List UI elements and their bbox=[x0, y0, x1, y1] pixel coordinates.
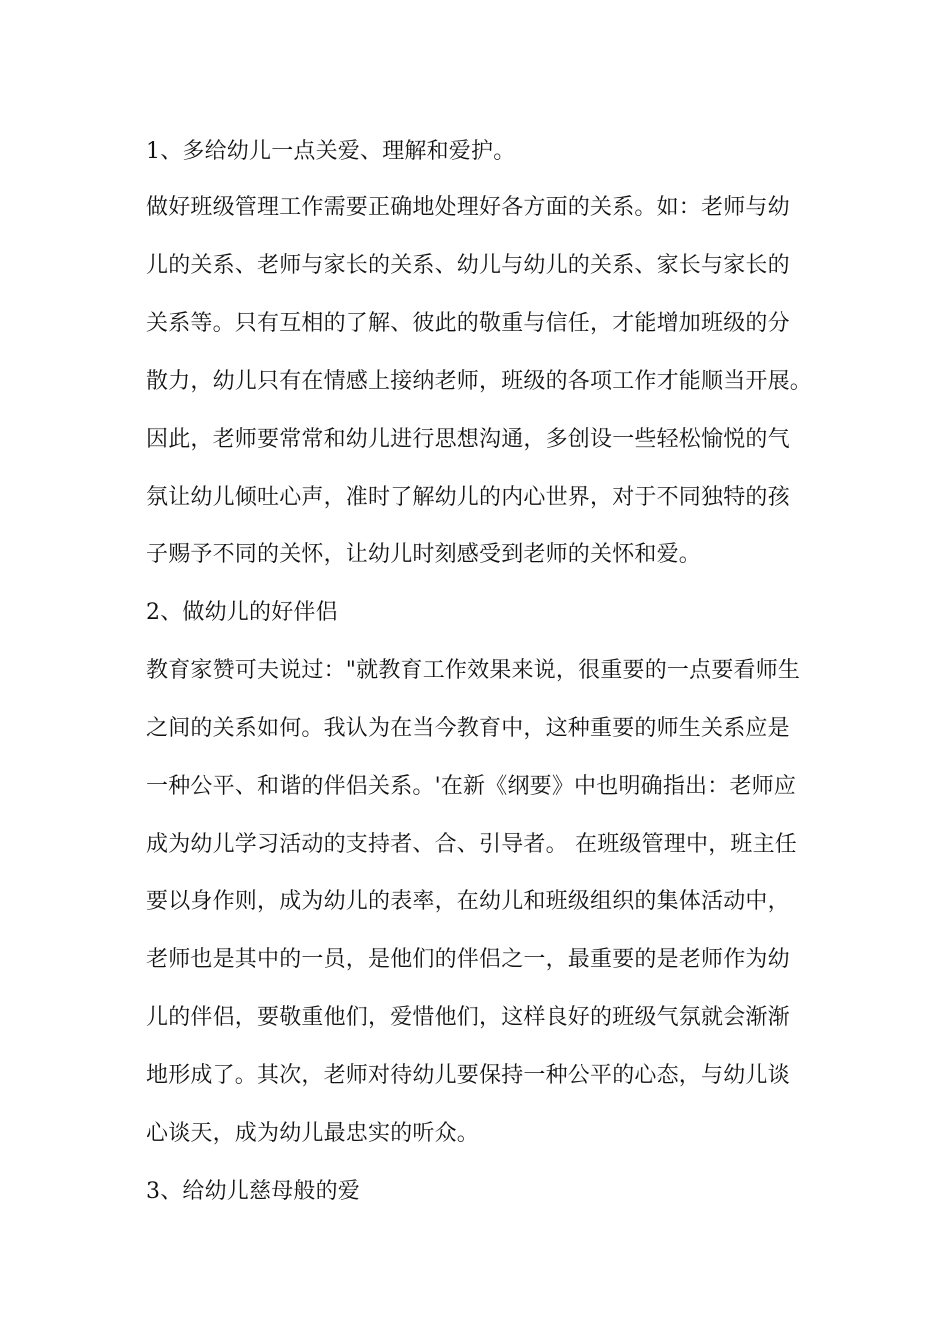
heading-2: 2、做幼儿的好伴侣 bbox=[146, 600, 338, 625]
paragraph-line: 一种公平、和谐的伴侣关系。'在新《纲要》中也明确指出：老师应 bbox=[146, 774, 797, 799]
paragraph-line: 儿的伴侣，要敬重他们，爱惜他们，这样良好的班级气氛就会渐渐 bbox=[146, 1005, 790, 1030]
paragraph-line: 关系等。只有互相的了解、彼此的敬重与信任，才能增加班级的分 bbox=[146, 311, 790, 336]
paragraph-line: 因此，老师要常常和幼儿进行思想沟通，多创设一些轻松愉悦的气 bbox=[146, 427, 790, 452]
paragraph-line: 地形成了。其次，老师对待幼儿要保持一种公平的心态，与幼儿谈 bbox=[146, 1063, 790, 1088]
heading-1: 1、多给幼儿一点关爱、理解和爱护。 bbox=[146, 139, 516, 164]
paragraph-line: 成为幼儿学习活动的支持者、合、引导者。 在班级管理中，班主任 bbox=[146, 832, 797, 857]
paragraph-line: 之间的关系如何。我认为在当今教育中，这种重要的师生关系应是 bbox=[146, 716, 790, 741]
paragraph-line: 心谈天，成为幼儿最忠实的听众。 bbox=[146, 1121, 480, 1146]
paragraph-line: 儿的关系、老师与家长的关系、幼儿与幼儿的关系、家长与家长的 bbox=[146, 253, 790, 278]
paragraph-line: 要以身作则，成为幼儿的表率，在幼儿和班级组织的集体活动中， bbox=[146, 889, 790, 914]
paragraph-line: 老师也是其中的一员，是他们的伴侣之一，最重要的是老师作为幼 bbox=[146, 947, 790, 972]
heading-3: 3、给幼儿慈母般的爱 bbox=[146, 1179, 360, 1204]
paragraph-line: 教育家赞可夫说过："就教育工作效果来说，很重要的一点要看师生 bbox=[146, 658, 801, 683]
paragraph-line: 氛让幼儿倾吐心声，准时了解幼儿的内心世界，对于不同独特的孩 bbox=[146, 485, 790, 510]
paragraph-line: 散力，幼儿只有在情感上接纳老师，班级的各项工作才能顺当开展。 bbox=[146, 369, 813, 394]
paragraph-line: 子赐予不同的关怀，让幼儿时刻感受到老师的关怀和爱。 bbox=[146, 542, 702, 567]
paragraph-line: 做好班级管理工作需要正确地处理好各方面的关系。如：老师与幼 bbox=[146, 195, 790, 220]
